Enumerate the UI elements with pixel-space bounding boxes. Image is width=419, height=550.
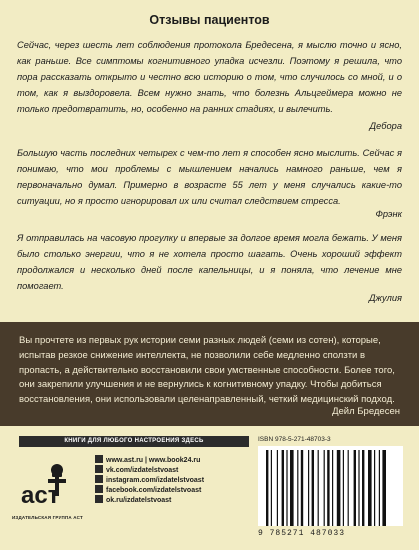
review-2-author: Фрэнк [375, 209, 402, 219]
review-1-text: Сейчас, через шесть лет соблюдения протокола Бредесена, я мыслю точно и ясно, как раньше. Все симптомы когнитивного упадка исчезли. Поэтому я решила, что пора рассказать открыто и честно всю историю о том, что случилось со мной, и о том, как я выздоровела. Всем нужно знать, что болезнь Альцгеймера можно не только предотвратить, но, особенно на ранних стадиях, и вылечить. [17, 40, 402, 114]
ok-icon [95, 495, 103, 503]
review-1-author: Дебора [369, 121, 402, 131]
summary-block [0, 322, 419, 426]
link-vk[interactable]: vk.com/izdatelstvoast [95, 466, 204, 476]
ast-logo-icon [19, 457, 81, 513]
link-instagram[interactable]: instagram.com/izdatelstvoast [95, 476, 204, 486]
publisher-logo [19, 457, 81, 518]
summary-author: Дейл Бредесен [332, 406, 400, 417]
tagline-bar: КНИГИ ДЛЯ ЛЮБОГО НАСТРОЕНИЯ ЗДЕСЬ [19, 436, 249, 447]
instagram-icon [95, 475, 103, 483]
facebook-icon [95, 485, 103, 493]
isbn-label: ISBN 978-5-271-48703-3 [258, 436, 331, 443]
page-heading: Отзывы пациентов [149, 13, 270, 27]
link-website[interactable]: www.ast.ru | www.book24.ru [95, 456, 204, 466]
summary-text: Вы прочтете из первых рук истории семи разных людей (семи из сотен), которые, испытав резкое снижение интеллекта, не позволили себе медленно сползти в пропасть, а действительно восстановили свои умственные способности. Более того, они закрепили улучшения и не вернулись к когнитивному упадку. Чтобы добиться восстановления, они использовали целенаправленный, четкий медицинский подход. [19, 335, 395, 406]
review-3-author: Джулия [369, 293, 402, 303]
logo-wordmark: аст [21, 482, 60, 509]
review-3-text: Я отправилась на часовую прогулку и впервые за долгое время могла бежать. У меня было столько энергии, что я не хотела просто шагать. Очень хороший эффект продолжался и несколько дней после капельницы, и я поняла, что лечение мне помогает. [17, 233, 402, 291]
vk-icon [95, 465, 103, 473]
web-icon [95, 455, 103, 463]
link-ok[interactable]: ok.ru/izdatelstvoast [95, 496, 204, 506]
social-links [95, 456, 204, 506]
barcode-number: 9 785271 487033 [258, 529, 346, 538]
publisher-caption: ИЗДАТЕЛЬСКАЯ ГРУППА АСТ [12, 515, 83, 520]
barcode-icon [258, 436, 403, 528]
link-facebook[interactable]: facebook.com/izdatelstvoast [95, 486, 204, 496]
barcode [258, 436, 403, 533]
review-2-text: Большую часть последних четырех с чем-то лет я способен ясно мыслить. Сейчас я понимаю, что мои проблемы с мышлением начались намного раньше, чем я первоначально думал. Примерно в возрасте 55 лет у меня случались какие-то ситуации, но я просто игнорировал их или считал следствием стресса. [17, 148, 402, 206]
